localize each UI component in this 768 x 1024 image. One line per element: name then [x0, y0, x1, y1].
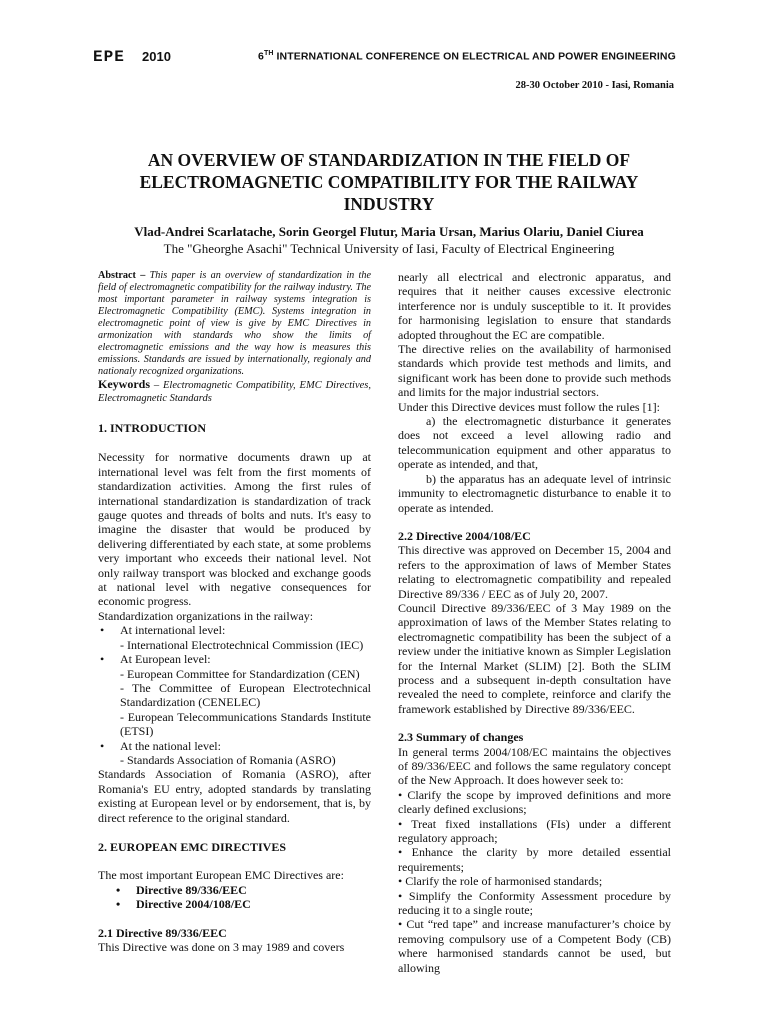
list-item [114, 883, 371, 897]
directive-1-paragraph-2: The directive relies on the availability of harmonised standards which provide test methods and limits, and significant work has been done to provide such methods and limits for the major industrial sectors. [398, 342, 671, 400]
bullet-icon: • [116, 897, 121, 912]
right-column [398, 270, 671, 975]
subsection-heading-directive-89-336: 2.1 Directive 89/336/EEC [98, 925, 227, 940]
list-item [98, 652, 371, 738]
list-item [98, 739, 371, 768]
directive-2-paragraph-1: This directive was approved on December 15, 2004 and refers to the approximation of laws of Member States relating to electromagnetic compatibility and repealed Directive 89/336 / EEC as of July 20, 2007. [398, 543, 671, 601]
level-label: At European level: [120, 652, 211, 667]
keywords-label: Keywords [98, 377, 150, 391]
list-item [98, 623, 371, 652]
bullet-icon: • [100, 738, 105, 753]
list-item: • Enhance the clarity by more detailed essential requirements; [398, 845, 671, 874]
directive-1-rule-b: b) the apparatus has an adequate level of intrinsic immunity to electromagnetic disturbance to enable it to operate as intended. [398, 471, 671, 515]
conference-number: 6 [258, 50, 264, 63]
list-item [114, 897, 371, 911]
list-item: • Simplify the Conformity Assessment procedure by reducing it to a single route; [398, 888, 671, 918]
sub-item: - International Electrotechnical Commission (IEC) [120, 637, 364, 652]
sub-item: - European Telecommunications Standards Institute (ETSI) [120, 709, 371, 739]
directives-list [114, 883, 371, 912]
emc-paragraph-1: The most important European EMC Directives are: [98, 868, 344, 883]
section-heading-introduction: 1. INTRODUCTION [98, 421, 207, 435]
keywords [98, 378, 371, 405]
directive-1-paragraph-3: Under this Directive devices must follow the rules [1]: [398, 399, 660, 414]
intro-paragraph-1: Necessity for normative documents drawn up at international level was felt from the first moments of standardization activities. Among the first rules of international standardization is standardization of track gauge quotes and threads of bolts and nuts. It's easy to imagine the disaster that would be produced by delivering differentiated by each state, at some problems very important who exceeds their national level. Not only railway transport was blocked and exchange goods at national level with negative consequences for economic progress. [98, 450, 371, 609]
sub-item: - Standards Association of Romania (ASRO) [120, 752, 336, 767]
bullet-icon: • [116, 882, 121, 897]
level-label: At the national level: [120, 738, 221, 753]
bullet-icon: • [100, 623, 105, 638]
list-item: • Clarify the role of harmonised standards; [398, 874, 603, 889]
summary-list [398, 788, 671, 975]
directive-2-paragraph-2: Council Directive 89/336/EEC of 3 May 1989 on the approximation of laws of the Member States relating to electromagnetic compatibility has been the subject of a review under the initiative known as Simpler Legislation for the Internal Market (SLIM) [2]. Both the SLIM process and a subsequent in-depth consultation have revealed the need to complete, reinforce and clarify the framework established by Directive 89/336/EEC. [398, 600, 671, 716]
bullet-icon: • [100, 652, 105, 667]
abstract [98, 270, 371, 378]
directive-1-paragraph-1: This Directive was done on 3 may 1989 and covers [98, 940, 345, 954]
list-item: • Cut “red tape” and increase manufacturer’s choice by removing compulsory use of a Competent Body (CB) where harmonised standards cannot be used, but allowing [398, 917, 671, 975]
subsection-heading-summary-of-changes: 2.3 Summary of changes [398, 730, 524, 745]
directive-name: Directive 2004/108/EC [136, 897, 251, 912]
organizations-list [98, 623, 371, 767]
abstract-label: Abstract [98, 270, 136, 281]
conference-year: 2010 [142, 49, 171, 64]
level-label: At international level: [120, 623, 226, 638]
conference-logo: EPE [93, 48, 125, 66]
left-column [98, 270, 371, 954]
conference-name [258, 50, 676, 63]
paper-title: AN OVERVIEW OF STANDARDIZATION IN THE FIELD OF ELECTROMAGNETIC COMPATIBILITY FOR THE RAILWAY INDUSTRY [139, 150, 639, 214]
list-item: • Treat fixed installations (FIs) under a different regulatory approach; [398, 816, 671, 846]
sub-item: - European Committee for Standardization (CEN) [120, 666, 360, 681]
abstract-dash: – [135, 270, 150, 281]
section-heading-emc-directives: 2. EUROPEAN EMC DIRECTIVES [98, 839, 287, 854]
list-item: • Clarify the scope by improved definitions and more clearly defined exclusions; [398, 787, 671, 817]
directive-name: Directive 89/336/EEC [136, 882, 247, 897]
conference-ordinal: TH [263, 50, 274, 57]
abstract-text: This paper is an overview of standardization in the field of electromagnetic compatibility for the railway industry. The most important parameter in railway systems integration is Electromagnetic Compatibility (EMC). Systems integration in electromagnetic point of view is give by EMC Directives in armonization with standards who show the limits of electromagnetic emissions and the way how is measures this emissions. Standards are issued by internationally, regionaly and nationaly recognized organizations. [98, 270, 371, 377]
subsection-heading-directive-2004-108: 2.2 Directive 2004/108/EC [398, 528, 531, 543]
keywords-text: – Electromagnetic Compatibility, EMC Directives, Electromagnetic Standards [98, 380, 371, 404]
intro-paragraph-2: Standardization organizations in the railway: [98, 608, 314, 623]
paper-authors: Vlad-Andrei Scarlatache, Sorin Georgel Flutur, Maria Ursan, Marius Olariu, Daniel Ciurea [134, 224, 644, 239]
directive-1-paragraph-1-continued: nearly all electrical and electronic apparatus, and requires that it neither causes excessive electronic interference nor is unduly susceptible to it. It provides for harmonising legislation to ensure that standards adopted throughout the EC are compatible. [398, 270, 671, 342]
sub-item: - The Committee of European Electrotechnical Standardization (CENELEC) [120, 680, 371, 710]
summary-paragraph-1: In general terms 2004/108/EC maintains the objectives of 89/336/EEC and follows the same regulatory concept of the New Approach. It does however seek to: [398, 744, 671, 788]
intro-paragraph-3: Standards Association of Romania (ASRO), after Romania's EU entry, adopted standards by translating existing at European level or by endorsement, that is, by direct reference to the original standard. [98, 767, 371, 825]
conference-date: 28-30 October 2010 - Iasi, Romania [515, 80, 674, 91]
directive-1-rule-a: a) the electromagnetic disturbance it generates does not exceed a level allowing radio and telecommunication equipment and other apparatus to operate as intended, and that, [398, 414, 671, 472]
conference-title: INTERNATIONAL CONFERENCE ON ELECTRICAL AND POWER ENGINEERING [273, 50, 676, 63]
paper-affiliation: The "Gheorghe Asachi" Technical University of Iasi, Faculty of Electrical Engineering [163, 241, 615, 256]
